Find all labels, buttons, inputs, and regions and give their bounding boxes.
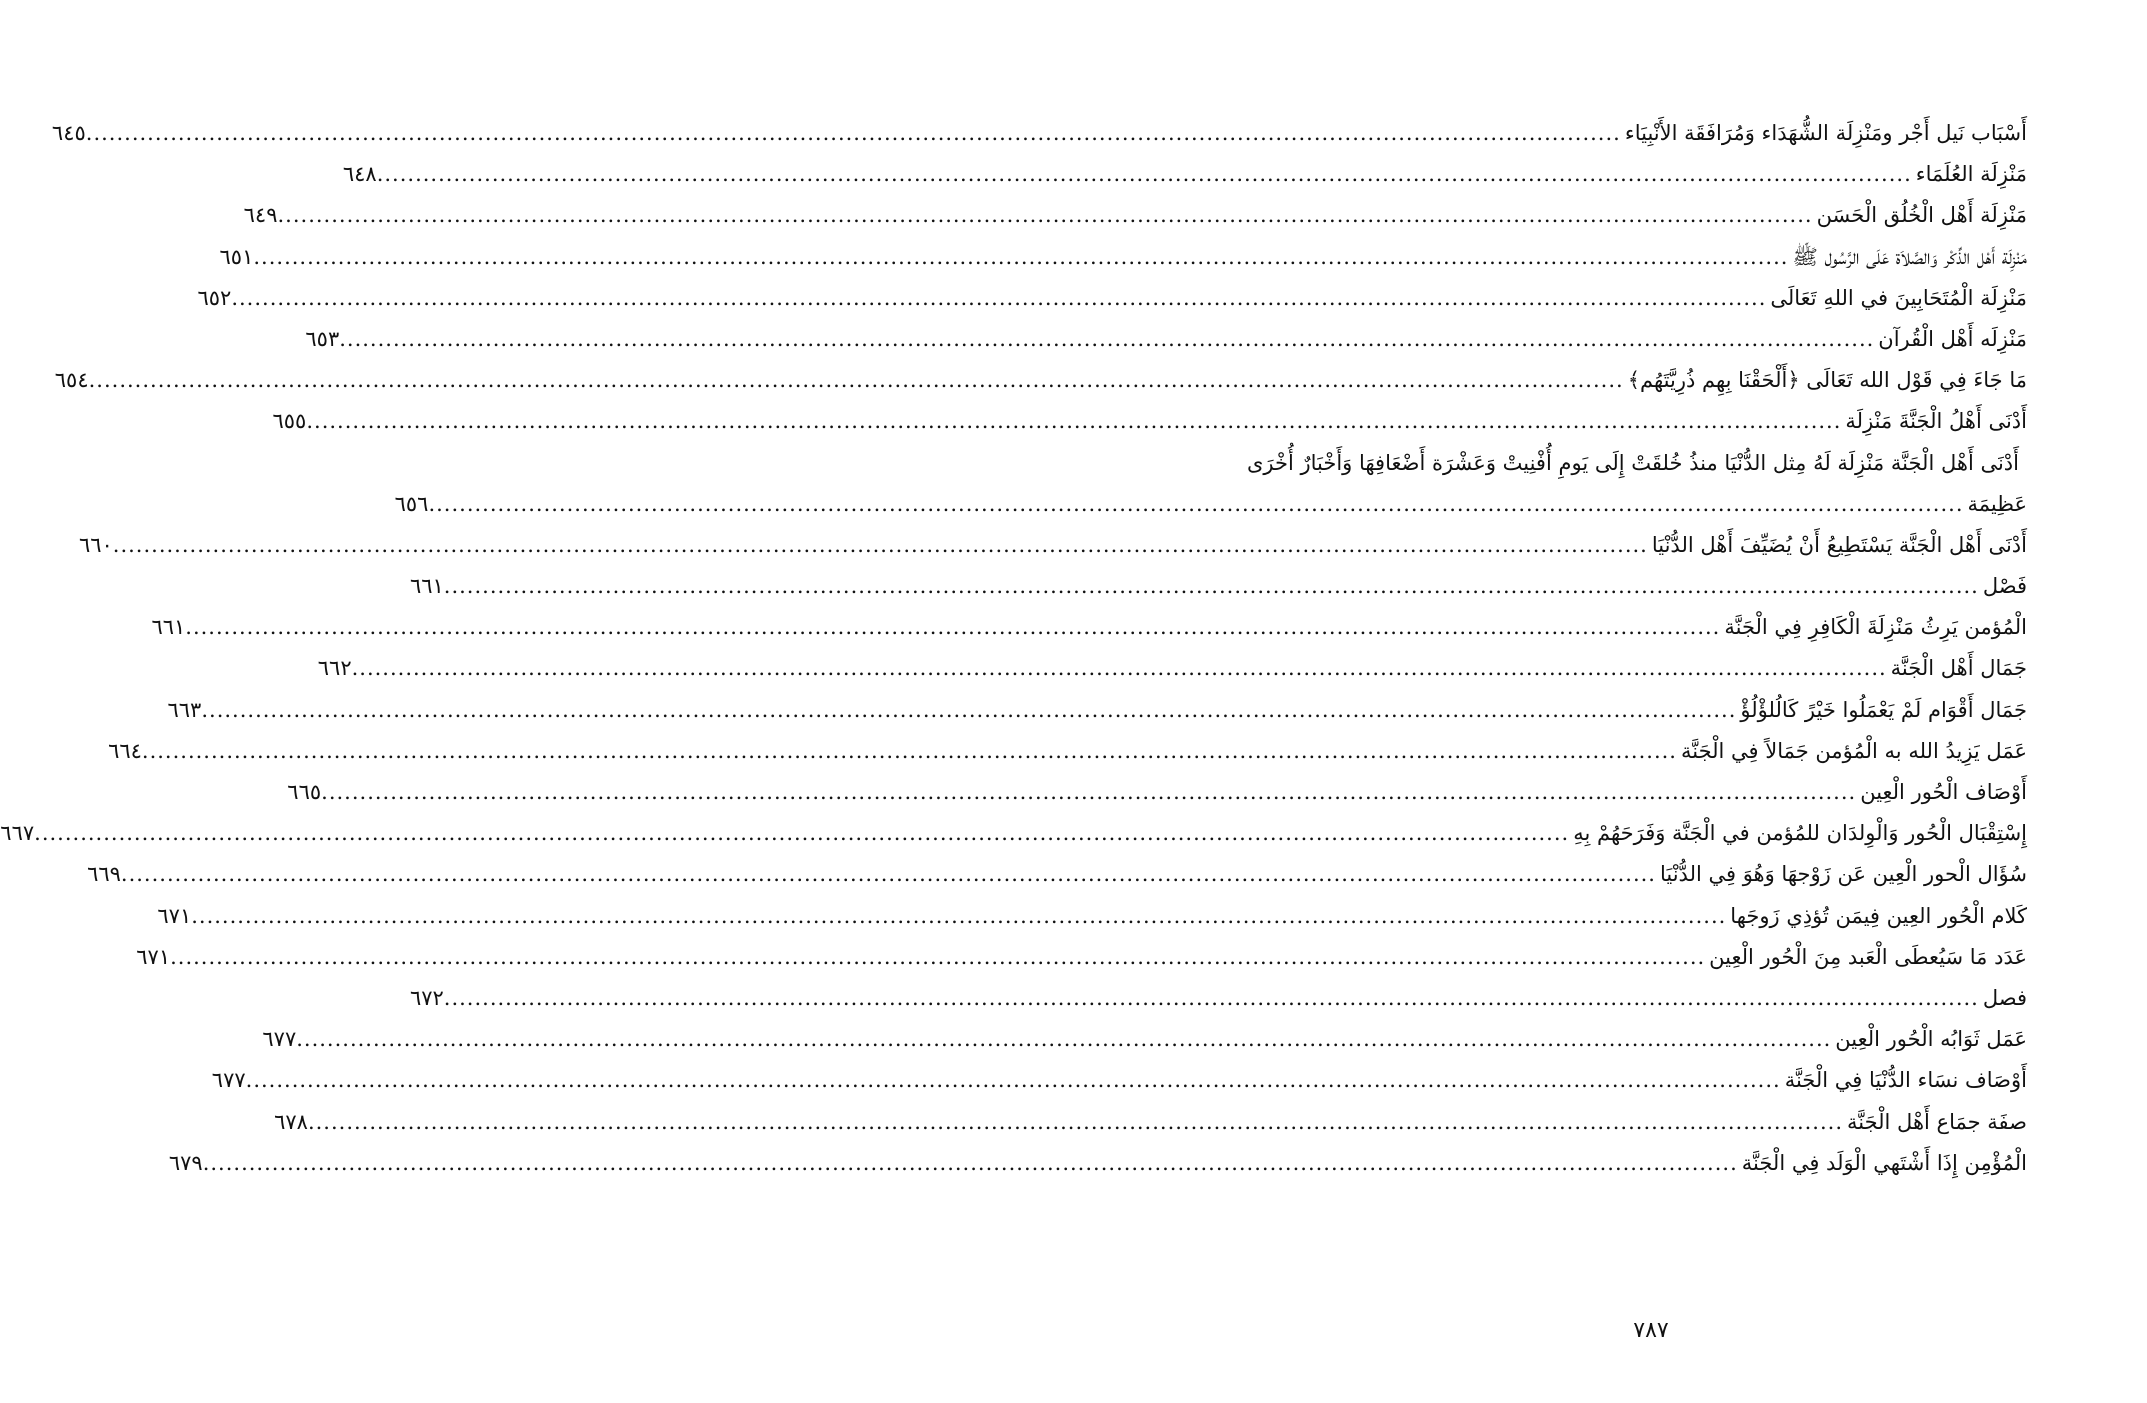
dot-leader: ........................................................................................................................................................................................................ xyxy=(307,1109,1843,1134)
toc-entry-page: ٦٦٧ xyxy=(0,821,35,846)
toc-entry-title: أَدْنَى أَهْل الْجَنَّة مَنْزِلَة لَهُ مِثل الدُّنْيَا منذُ خُلقَتْ إِلَى يَومِ أُفْنِيتْ وَعَشْرَة أَضْعَافِهَا وَأَخْبَارٌ أُخْرَى xyxy=(1246,450,2019,475)
toc-entry-page: ٦٤٨ xyxy=(342,162,377,187)
toc-entry-page: ٦٦١ xyxy=(409,574,444,599)
dot-leader: ........................................................................................................................................................................................................ xyxy=(277,203,1813,228)
dot-leader: ........................................................................................................................................................................................................ xyxy=(231,285,1767,310)
toc-entry-title: الْمُؤمن يَرِثُ مَنْزِلَةَ الْكَافِرِ فِي الْجَنَّة xyxy=(1724,615,2027,640)
dot-leader: ........................................................................................................................................................................................................ xyxy=(351,656,1887,681)
toc-entry-title: عَدَد مَا سَيُعطَى الْعَبد مِنَ الْحُور الْعِين xyxy=(1709,944,2027,969)
toc-entry-title: جَمَال أَقْوَام لَمْ يَعْمَلُوا خَيْرً كَالُلؤْلُؤْ xyxy=(1740,697,2027,722)
toc-entry xyxy=(243,195,2027,236)
toc-entry-title: صفَة جمَاع أَهْل الْجَنَّة xyxy=(1847,1109,2027,1134)
dot-leader: ........................................................................................................................................................................................................ xyxy=(185,615,1721,640)
dot-leader: ........................................................................................................................................................................................................ xyxy=(428,491,1964,516)
dot-leader: ........................................................................................................................................................................................................ xyxy=(85,121,1621,145)
toc-entry-page: ٦٦٩ xyxy=(87,862,121,887)
toc-entry-page: ٦٥٢ xyxy=(197,285,232,310)
toc-entry-page: ٦٦٠ xyxy=(78,532,113,557)
dot-leader: ........................................................................................................................................................................................................ xyxy=(443,985,1979,1010)
toc-entry xyxy=(394,484,2027,525)
toc-entry xyxy=(409,978,2027,1019)
dot-leader: ........................................................................................................................................................................................................ xyxy=(296,1027,1832,1052)
toc-entry-title: عَمَل يَزِيدُ الله به الْمُؤمن جَمَالاً فِي الْجَنَّة xyxy=(1680,738,2027,763)
toc-entry xyxy=(157,896,2027,937)
toc-entry-title: أَوْصَاف الْحُور الْعِين xyxy=(1860,780,2027,804)
toc-entry-page: ٦٤٩ xyxy=(243,203,278,228)
toc-entry-title: فصل xyxy=(1982,985,2027,1010)
toc-entry-page: ٦٥٤ xyxy=(54,368,89,393)
toc-entry-title: فَصْل xyxy=(1982,574,2027,599)
toc-entry-title: الْمُؤْمِن إِذَا أَشْتَهي الْوَلَد فِي الْجَنَّة xyxy=(1741,1150,2027,1175)
toc-entry-title: مَنْزِلَة أَهْل الذِّكْر وَالصَّلاَة عَلَى الرَّسُول ﷺ xyxy=(1792,244,2027,269)
toc-entry xyxy=(151,607,2027,648)
dot-leader: ........................................................................................................................................................................................................ xyxy=(321,780,1857,804)
toc-entry xyxy=(51,113,2027,154)
dot-leader: ........................................................................................................................................................................................................ xyxy=(170,944,1706,969)
dot-leader: ........................................................................................................................................................................................................ xyxy=(253,244,1789,269)
toc-entry-title: كَلام الْحُور العِين فِيمَن تُؤذِي زَوجَها xyxy=(1730,903,2027,928)
toc-entry xyxy=(197,278,2027,319)
toc-entry xyxy=(305,319,2027,360)
toc-entry-page: ٦٦٤ xyxy=(108,738,142,763)
toc-entry xyxy=(54,360,2027,401)
toc-entry xyxy=(262,1019,2027,1060)
toc-entry-page: ٦٧٧ xyxy=(211,1068,246,1093)
toc-entry-title: مَنْزِلَه أَهْل الْقُرآن xyxy=(1878,326,2027,351)
toc-entry xyxy=(317,648,2027,689)
table-of-contents xyxy=(0,113,2027,1184)
toc-entry xyxy=(219,237,2027,278)
toc-entry-page: ٦٧٨ xyxy=(274,1109,308,1134)
toc-entry-page: ٦٦٣ xyxy=(167,697,202,722)
toc-entry-page: ٦٥١ xyxy=(219,244,254,269)
toc-entry-title: أَدْنَى أَهْلُ الْجَنَّةَ مَنْزِلَة xyxy=(1845,409,2027,434)
toc-entry-title: مَنْزِلَة أَهْل الْخُلُق الْحَسَن xyxy=(1816,203,2027,228)
toc-entry-title: إِسْتِقْبَال الْحُور وَالْوِلدَان للمُؤمن في الْجَنَّة وَفَرَحَهُمْ بِهِ xyxy=(1573,821,2027,846)
toc-entry-page: ٦٦٥ xyxy=(287,780,322,804)
toc-entry xyxy=(136,937,2027,978)
toc-entry xyxy=(108,731,2027,772)
toc-entry-title: سُؤَال الْحور الْعِين عَن زَوْجهَا وَهُوَ فِي الدُّنْيَا xyxy=(1659,862,2027,887)
toc-entry-page: ٦٤٥ xyxy=(51,121,86,145)
dot-leader: ........................................................................................................................................................................................................ xyxy=(201,697,1737,722)
toc-entry-title: أَدْنَى أَهْل الْجَنَّة يَسْتَطِيعُ أَنْ يُضَيِّفَ أَهْل الدُّنْيَا xyxy=(1651,532,2027,557)
toc-entry-title: مَا جَاءَ فِي قَوْل الله تَعَالَى ﴿أَلْحَقْنَا بِهِم ذُرِيَّتَهُم﴾ xyxy=(1627,368,2027,393)
toc-entry xyxy=(0,813,2027,854)
toc-entry-title: أَوْصَاف نسَاء الدُّنْيَا فِي الْجَنَّة xyxy=(1784,1068,2027,1093)
toc-entry xyxy=(272,401,2027,442)
toc-entry xyxy=(167,690,2027,731)
toc-entry-title: جَمَال أَهْل الْجَنَّة xyxy=(1890,656,2027,681)
toc-entry xyxy=(211,1060,2027,1101)
toc-entry-title: عَمَل ثَوَابُه الْحُور الْعِين xyxy=(1835,1027,2027,1052)
toc-entry-title: مَنْزِلَة الْمُتَحَابِينَ في اللهِ تَعَالَى xyxy=(1770,285,2027,310)
toc-entry xyxy=(287,772,2027,813)
toc-entry-page: ٦٦١ xyxy=(151,615,186,640)
toc-entry-page: ٦٥٣ xyxy=(305,326,340,351)
dot-leader: ........................................................................................................................................................................................................ xyxy=(191,903,1727,928)
dot-leader: ........................................................................................................................................................................................................ xyxy=(245,1068,1781,1093)
dot-leader: ........................................................................................................................................................................................................ xyxy=(141,738,1677,763)
toc-entry xyxy=(78,525,2027,566)
dot-leader: ........................................................................................................................................................................................................ xyxy=(339,326,1875,351)
toc-entry-page: ٦٧٩ xyxy=(168,1150,203,1175)
dot-leader: ........................................................................................................................................................................................................ xyxy=(34,821,1570,846)
dot-leader: ........................................................................................................................................................................................................ xyxy=(443,574,1979,599)
toc-entry xyxy=(87,854,2027,895)
toc-entry xyxy=(168,1143,2027,1184)
dot-leader: ........................................................................................................................................................................................................ xyxy=(306,409,1842,434)
toc-entry-page: ٦٧٢ xyxy=(409,985,444,1010)
toc-entry-wrapped-line xyxy=(1246,443,2027,484)
page-number: ٧٨٧ xyxy=(1633,1318,1669,1343)
toc-entry-page: ٦٧١ xyxy=(136,944,171,969)
dot-leader: ........................................................................................................................................................................................................ xyxy=(120,862,1656,887)
toc-entry-title: مَنْزِلَة العُلَمَاء xyxy=(1915,162,2027,187)
toc-entry-title: عَظِيمَة xyxy=(1967,491,2027,516)
toc-entry xyxy=(342,154,2027,195)
toc-entry-page: ٦٥٥ xyxy=(272,409,307,434)
dot-leader: ........................................................................................................................................................................................................ xyxy=(202,1150,1738,1175)
toc-entry-title: أَسْبَاب نَيل أَجْر ومَنْزِلَة الشُّهَدَاء وَمُرَافَقَة الأَنْبِيَاء xyxy=(1624,121,2027,145)
dot-leader: ........................................................................................................................................................................................................ xyxy=(112,532,1648,557)
dot-leader: ........................................................................................................................................................................................................ xyxy=(376,162,1912,187)
toc-entry-page: ٦٧١ xyxy=(157,903,192,928)
toc-entry-page: ٦٧٧ xyxy=(262,1027,297,1052)
dot-leader: ........................................................................................................................................................................................................ xyxy=(88,368,1624,393)
toc-entry xyxy=(409,566,2027,607)
toc-entry-page: ٦٥٦ xyxy=(394,491,429,516)
toc-entry xyxy=(274,1102,2027,1143)
toc-entry-page: ٦٦٢ xyxy=(317,656,352,681)
